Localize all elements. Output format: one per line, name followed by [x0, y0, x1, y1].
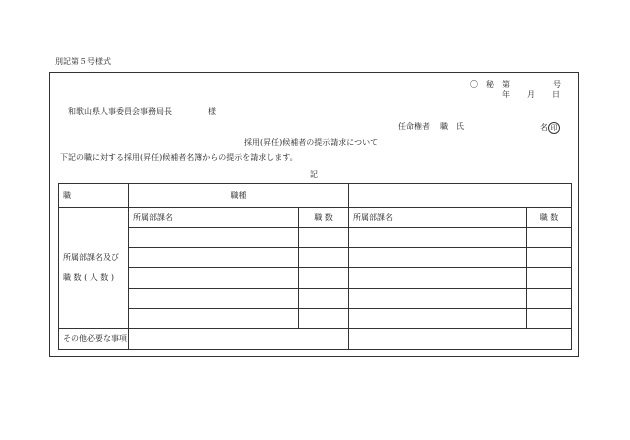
subject: 採用(昇任)候補者の提示請求について	[244, 138, 379, 147]
dept-count-label-cell	[59, 208, 129, 329]
table-row	[59, 268, 572, 288]
sender-name-seal	[540, 122, 560, 134]
honorific: 様	[208, 107, 216, 116]
circle-mark: 〇	[470, 80, 478, 89]
sender-authority: 任命権者	[398, 122, 430, 131]
table-row	[59, 228, 572, 248]
dept-count-label-2: 職 数 ( 人 数 )	[63, 272, 114, 282]
table-row	[59, 184, 572, 208]
other-matters-value-right	[349, 328, 572, 349]
shokushu-cell: 職種	[129, 184, 349, 208]
sender-name: 名	[540, 123, 548, 132]
secret-mark: 秘	[486, 80, 494, 89]
col-count-header-left: 職 数	[299, 208, 349, 228]
shoku-cell: 職	[59, 184, 129, 208]
addressee: 和歌山県人事委員会事務局長	[68, 107, 172, 116]
number-prefix: 第	[502, 80, 510, 89]
date-year: 年	[502, 90, 510, 99]
table-row	[59, 288, 572, 308]
seal-mark: 印	[548, 122, 560, 134]
ki-mark: 記	[310, 170, 318, 179]
dept-count-label-1: 所属部課名及び	[63, 252, 119, 262]
date-day: 日	[552, 90, 560, 99]
other-matters-cell: その他必要な事項	[59, 328, 129, 349]
table-row	[59, 308, 572, 328]
shokushu-value-cell	[349, 184, 572, 208]
sender-position: 職	[440, 122, 448, 131]
table-row	[59, 208, 572, 228]
body-text: 下記の職に対する採用(昇任)候補者名簿からの提示を請求します。	[60, 153, 298, 162]
number-suffix: 号	[553, 80, 561, 89]
date-month: 月	[527, 90, 535, 99]
other-matters-value-left	[129, 328, 349, 349]
col-dept-header-right: 所属部課名	[349, 208, 527, 228]
table-row	[59, 248, 572, 268]
col-count-header-right: 職 数	[527, 208, 572, 228]
form-id: 別記第５号様式	[55, 57, 111, 66]
table-row	[59, 328, 572, 349]
request-table	[58, 183, 572, 350]
col-dept-header-left: 所属部課名	[129, 208, 299, 228]
sender-name-label: 氏	[456, 122, 464, 131]
